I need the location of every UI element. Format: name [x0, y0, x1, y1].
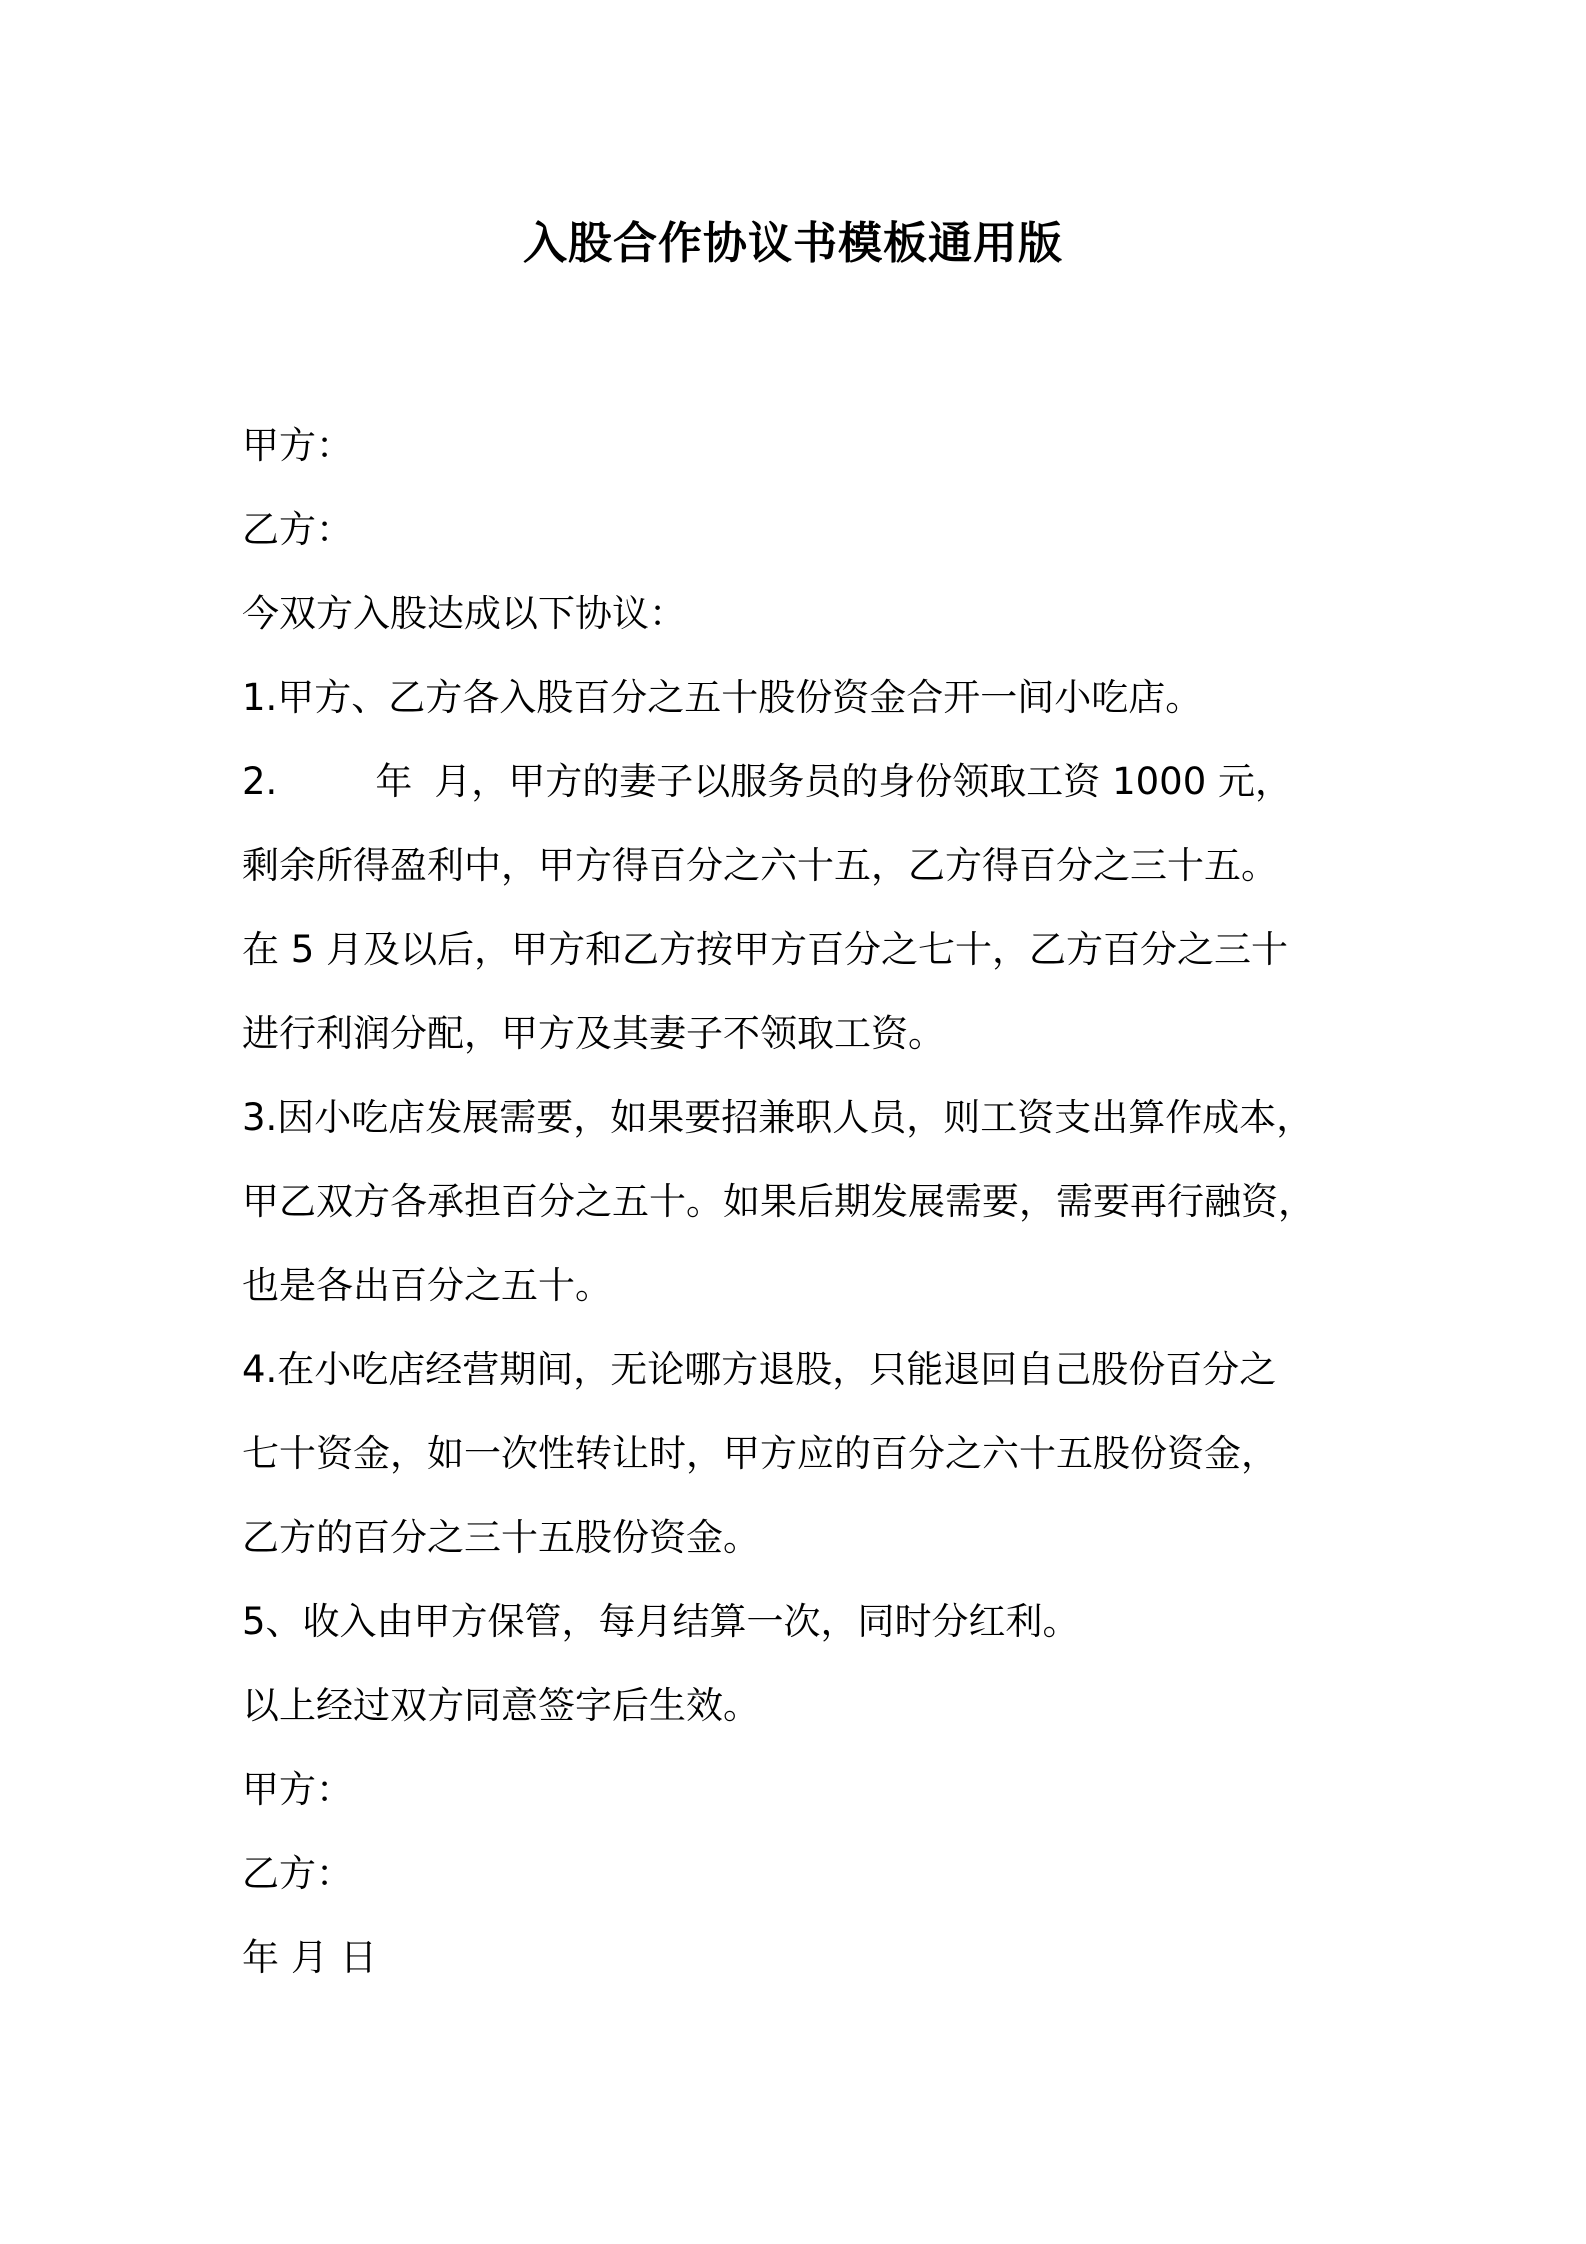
clause-2-year: 年	[375, 760, 413, 803]
clause-4-line-3: 乙方的百分之三十五股份资金。	[242, 1516, 760, 1559]
clause-2-line-2: 剩余所得盈利中，甲方得百分之六十五，乙方得百分之三十五。	[242, 844, 1278, 887]
clause-3-line-3: 也是各出百分之五十。	[242, 1264, 612, 1307]
signature-date	[242, 1916, 1362, 2000]
clause-3-line-2: 甲乙双方各承担百分之五十。如果后期发展需要，需要再行融资，	[242, 1180, 1315, 1223]
party-a-label: 甲方：	[242, 424, 353, 467]
effective-statement: 以上经过双方同意签字后生效。	[242, 1684, 760, 1727]
clause-1: 1.甲方、乙方各入股百分之五十股份资金合开一间小吃店。	[242, 676, 1203, 719]
agreement-intro: 今双方入股达成以下协议：	[242, 592, 686, 635]
clause-4-line-2: 七十资金，如一次性转让时，甲方应的百分之六十五股份资金，	[242, 1432, 1278, 1475]
clause-2-line-3: 在 5 月及以后，甲方和乙方按甲方百分之七十，乙方百分之三十	[242, 928, 1289, 971]
document-title: 入股合作协议书模板通用版	[523, 218, 1063, 269]
clause-2-number: 2.	[242, 760, 278, 803]
document-body	[242, 404, 1362, 2000]
clause-2-line-1	[242, 740, 1362, 824]
clause-3-line-1: 3.因小吃店发展需要，如果要招兼职人员，则工资支出算作成本，	[242, 1096, 1314, 1139]
clause-2-line-4: 进行利润分配，甲方及其妻子不领取工资。	[242, 1012, 945, 1055]
party-b-label: 乙方：	[242, 508, 353, 551]
date-day: 日	[340, 1936, 377, 1979]
signature-party-b: 乙方：	[242, 1852, 353, 1895]
date-year: 年	[242, 1936, 279, 1979]
clause-2-month-text: 月，甲方的妻子以服务员的身份领取工资 1000 元，	[434, 760, 1292, 803]
clause-4-line-1: 4.在小吃店经营期间，无论哪方退股，只能退回自己股份百分之	[242, 1348, 1277, 1391]
date-month: 月	[291, 1936, 328, 1979]
clause-5: 5、收入由甲方保管，每月结算一次，同时分红利。	[242, 1600, 1080, 1643]
signature-party-a: 甲方：	[242, 1768, 353, 1811]
